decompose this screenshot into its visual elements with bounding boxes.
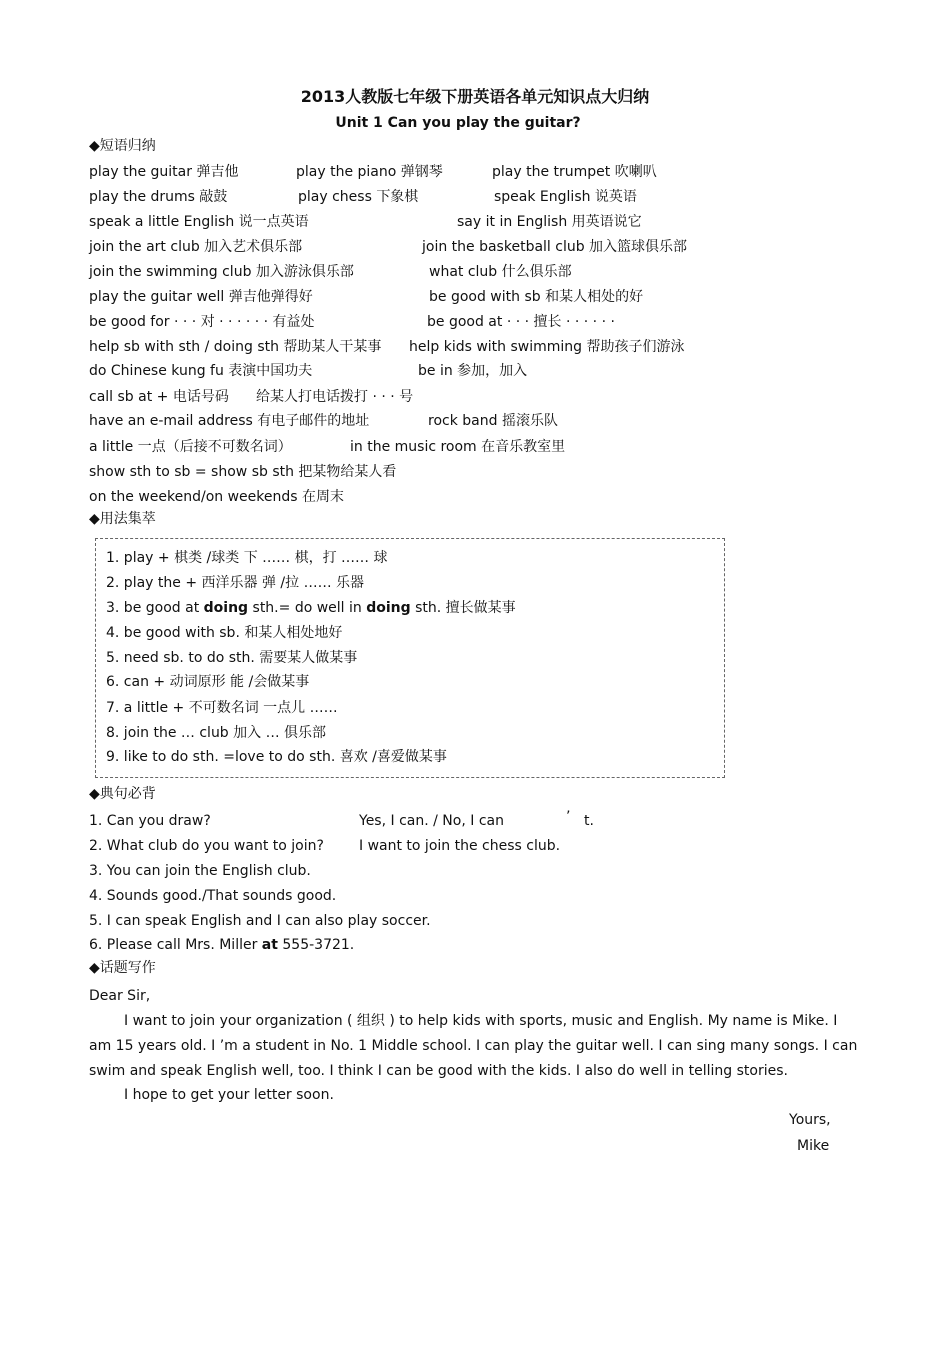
phrase-item: join the swimming club 加入游泳俱乐部 (89, 264, 354, 280)
letter-greeting: Dear Sir, (89, 988, 151, 1004)
phrase-item: in the music room 在音乐教室里 (350, 439, 566, 455)
phrase-item: help kids with swimming 帮助孩子们游泳 (409, 339, 685, 355)
unit-title: Unit 1 Can you play the guitar? (335, 115, 581, 131)
phrase-item: have an e-mail address 有电子邮件的地址 (89, 413, 370, 429)
phrase-item: join the basketball club 加入篮球俱乐部 (422, 239, 688, 255)
sentences-heading: ◆典句必背 (89, 786, 156, 802)
phrase-item: play the guitar well 弹吉他弹得好 (89, 289, 313, 305)
usage-heading: ◆用法集萃 (89, 511, 156, 527)
usage-text: 3. be good at (106, 600, 204, 616)
usage-item: 7. a little + 不可数名词 一点儿 …… (106, 700, 338, 716)
letter-line: I hope to get your letter soon. (124, 1087, 334, 1103)
phrase-item: be good at · · · 擅长 · · · · · · (427, 314, 615, 330)
phrase-item: be in 参加，加入 (418, 363, 528, 379)
letter-line: I want to join your organization ( 组织 ) to help kids with sports, music and English. My name is Mike. I (124, 1013, 838, 1029)
usage-item (106, 599, 516, 617)
phrase-item: on the weekend/on weekends 在周末 (89, 489, 344, 505)
phrase-item: join the art club 加入艺术俱乐部 (89, 239, 303, 255)
usage-item: 4. be good with sb. 和某人相处地好 (106, 625, 343, 641)
phrase-item: be good for · · · 对 · · · · · · 有益处 (89, 314, 315, 330)
usage-text: sth.= do well in (248, 600, 367, 616)
usage-item: 2. play the + 西洋乐器 弹 /拉 …… 乐器 (106, 575, 365, 591)
usage-item: 1. play + 棋类 /球类 下 …… 棋，打 …… 球 (106, 550, 388, 566)
phrase-item: play the drums 敲鼓 (89, 189, 228, 205)
document-title: 2013人教版七年级下册英语各单元知识点大归纳 (300, 87, 650, 106)
phrase-item: play chess 下象棋 (298, 189, 419, 205)
sentence-item: t. (584, 813, 594, 829)
sentence-item: 5. I can speak English and I can also play soccer. (89, 913, 431, 929)
phrase-item: what club 什么俱乐部 (429, 264, 572, 280)
sentence-item: I want to join the chess club. (359, 838, 561, 854)
sentence-item: 3. You can join the English club. (89, 863, 311, 879)
phrase-item: play the piano 弹钢琴 (296, 164, 443, 180)
sentence-apostrophe: ’ (566, 809, 571, 825)
phrase-item: help sb with sth / doing sth 帮助某人干某事 (89, 339, 382, 355)
phrase-item: do Chinese kung fu 表演中国功夫 (89, 363, 313, 379)
phrase-item: speak a little English 说一点英语 (89, 214, 309, 230)
sentence-item: 2. What club do you want to join? (89, 838, 324, 854)
usage-text: sth. 擅长做某事 (410, 600, 516, 616)
phrase-item: rock band 摇滚乐队 (428, 413, 558, 429)
sentence-text: 555-3721. (277, 937, 355, 953)
writing-heading: ◆话题写作 (89, 960, 156, 976)
sentence-item: Yes, I can. / No, I can (359, 813, 504, 829)
sentence-text: 6. Please call Mrs. Miller (89, 937, 262, 953)
letter-signature: Mike (797, 1138, 830, 1154)
letter-line: am 15 years old. I ’m a student in No. 1 Middle school. I can play the guitar well. I can sing many songs. I can (89, 1038, 858, 1054)
phrase-item: 给某人打电话拨打 · · · 号 (256, 389, 414, 405)
usage-item: 9. like to do sth. =love to do sth. 喜欢 /喜爱做某事 (106, 749, 447, 765)
sentence-item: 1. Can you draw? (89, 813, 211, 829)
phrase-item: show sth to sb = show sb sth 把某物给某人看 (89, 464, 397, 480)
usage-item: 5. need sb. to do sth. 需要某人做某事 (106, 650, 358, 666)
phrase-item: play the guitar 弹吉他 (89, 164, 239, 180)
phrase-item: a little 一点（后接不可数名词） (89, 439, 292, 455)
phrase-item: speak English 说英语 (494, 189, 637, 205)
usage-bold: doing (366, 600, 411, 616)
phrase-item: play the trumpet 吹喇叭 (492, 164, 657, 180)
usage-item: 6. can + 动词原形 能 /会做某事 (106, 674, 310, 690)
phrase-item: be good with sb 和某人相处的好 (429, 289, 644, 305)
letter-line: swim and speak English well, too. I think I can be good with the kids. I also do well in telling stories. (89, 1063, 788, 1079)
sentence-bold: at (261, 937, 278, 953)
phrase-item: say it in English 用英语说它 (457, 214, 642, 230)
usage-item: 8. join the … club 加入 … 俱乐部 (106, 725, 327, 741)
letter-closing: Yours, (789, 1112, 831, 1128)
sentence-item: 4. Sounds good./That sounds good. (89, 888, 337, 904)
phrases-heading: ◆短语归纳 (89, 138, 156, 154)
sentence-item (89, 936, 354, 954)
usage-bold: doing (203, 600, 249, 616)
phrase-item: call sb at + 电话号码 (89, 389, 229, 405)
